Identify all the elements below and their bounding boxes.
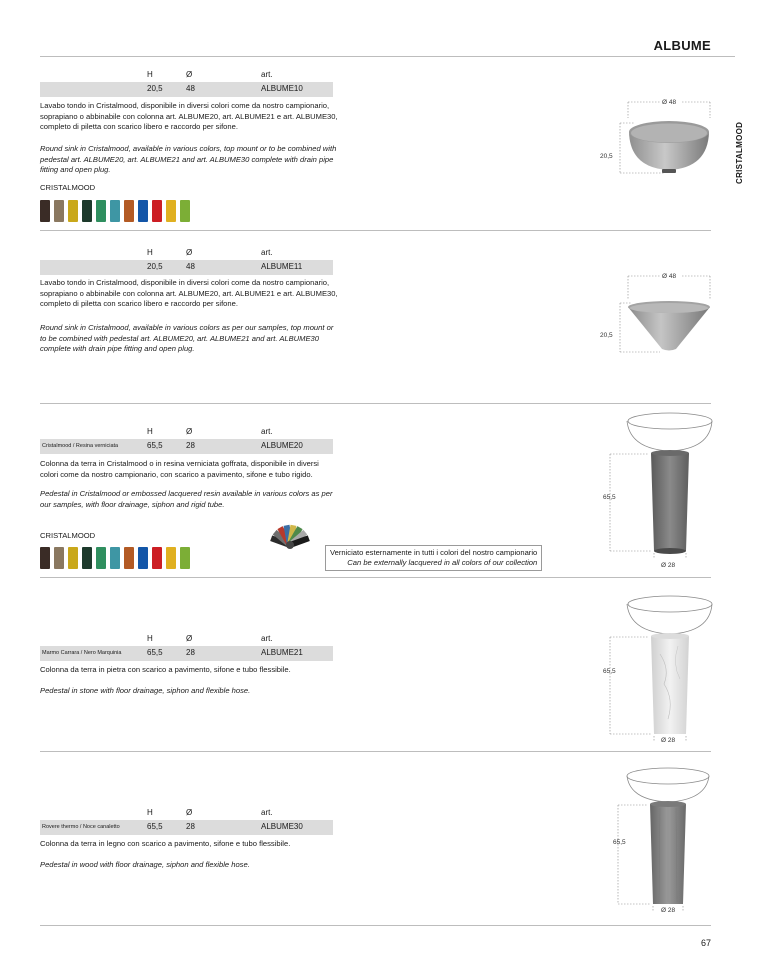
color-swatch (180, 200, 190, 222)
colors-label: CRISTALMOOD (40, 531, 96, 540)
color-swatch (166, 547, 176, 569)
color-swatch (54, 200, 64, 222)
color-swatch (152, 547, 162, 569)
color-swatch (54, 547, 64, 569)
color-swatch (110, 547, 120, 569)
dimension-height: 20,5 (600, 153, 613, 160)
spec-header (40, 246, 333, 260)
value-h: 65,5 (147, 822, 163, 831)
spec-row (40, 439, 333, 454)
description-english: Round sink in Cristalmood, available in various colors, top mount or to be combined with pedestal art. ALBUME20, art. ALBUME21 and art. ALBUME30 complete with drain pipe fitting and open plug. (40, 144, 337, 174)
col-art-header: art. (261, 248, 273, 257)
spec-row (40, 260, 333, 275)
page-number: 67 (700, 938, 711, 948)
dimension-height: 65,5 (613, 839, 626, 846)
color-swatch (96, 200, 106, 222)
sink-drawing-albume11 (590, 270, 720, 360)
side-tab-label: CRISTALMOOD (735, 121, 744, 184)
value-material: Cristalmood / Resina verniciata (42, 443, 119, 449)
value-diameter: 28 (186, 441, 195, 450)
spec-table (40, 632, 333, 661)
header-divider (40, 56, 735, 57)
spec-table (40, 68, 333, 97)
note-english: Can be externally lacquered in all colors of our collection (347, 558, 538, 567)
spec-row (40, 646, 333, 661)
value-art: ALBUME20 (261, 441, 303, 450)
col-diameter-header: Ø (186, 808, 193, 817)
sink-drawing-albume10 (590, 96, 720, 186)
color-fan-image (265, 517, 315, 567)
color-swatch (82, 547, 92, 569)
pedestal-drawing-albume30 (610, 756, 725, 921)
value-h: 65,5 (147, 648, 163, 657)
product-albume11 (40, 246, 710, 401)
col-diameter-header: Ø (186, 427, 193, 436)
color-swatch (180, 547, 190, 569)
dimension-height: 65,5 (603, 494, 616, 501)
dimension-diameter: Ø 48 (662, 99, 677, 106)
pedestal-drawing-albume20 (600, 411, 715, 561)
description-italian: Lavabo tondo in Cristalmood, disponibile in diversi colori come da nostro campionario, soprapiano o abbinabile con colonna art. ALBUME20, art. ALBUME21 e art. ALBUME30, completo di piletta con scarico libero e raccordo per sifone. (40, 278, 338, 308)
color-swatch (124, 200, 134, 222)
col-h-header: H (147, 427, 153, 436)
color-swatch (68, 547, 78, 569)
color-swatch (96, 547, 106, 569)
col-diameter-header: Ø (186, 248, 193, 257)
description-italian: Colonna da terra in pietra con scarico a pavimento, sifone e tubo flessibile. (40, 665, 291, 674)
description-italian: Lavabo tondo in Cristalmood, disponibile in diversi colori come da nostro campionario, soprapiano o abbinabile con colonna art. ALBUME20, art. ALBUME21 e art. ALBUME30, completo di piletta con scarico libero e raccordo per sifone. (40, 101, 338, 131)
color-swatch (124, 547, 134, 569)
description-italian: Colonna da terra in legno con scarico a pavimento, sifone e tubo flessibile. (40, 839, 291, 848)
col-h-header: H (147, 248, 153, 257)
spec-table (40, 425, 333, 454)
section-divider (40, 230, 711, 231)
spec-header (40, 806, 333, 820)
color-swatch (82, 200, 92, 222)
colors-label: CRISTALMOOD (40, 183, 96, 192)
color-swatches (40, 547, 190, 569)
page-title: ALBUME (653, 38, 711, 53)
value-art: ALBUME10 (261, 84, 303, 93)
color-swatch (138, 200, 148, 222)
spec-row (40, 820, 333, 835)
section-divider (40, 925, 711, 926)
product-albume30 (40, 806, 710, 921)
description-english: Pedestal in wood with floor drainage, siphon and flexible hose. (40, 860, 250, 869)
product-albume10 (40, 68, 710, 230)
spec-header (40, 68, 333, 82)
col-h-header: H (147, 70, 153, 79)
col-h-header: H (147, 634, 153, 643)
product-albume21 (40, 632, 710, 747)
value-material: Marmo Carrara / Nero Marquinia (42, 650, 122, 656)
section-divider (40, 577, 711, 578)
col-art-header: art. (261, 70, 273, 79)
spec-header (40, 425, 333, 439)
value-h: 20,5 (147, 84, 163, 93)
description-italian: Colonna da terra in Cristalmood o in resina verniciata goffrata, disponibile in diversi colori come da nostro campionario, con scarico a pavimento, sifone e tubo rigido. (40, 459, 319, 479)
section-divider (40, 403, 711, 404)
color-swatch (166, 200, 176, 222)
col-art-header: art. (261, 427, 273, 436)
dimension-diameter: Ø 28 (661, 737, 676, 744)
value-diameter: 48 (186, 84, 195, 93)
dimension-diameter: Ø 48 (662, 273, 677, 280)
spec-header (40, 632, 333, 646)
dimension-diameter: Ø 28 (661, 562, 676, 569)
value-diameter: 28 (186, 648, 195, 657)
dimension-diameter: Ø 28 (661, 907, 676, 914)
color-swatch (40, 547, 50, 569)
lacquer-note (325, 545, 542, 571)
col-art-header: art. (261, 634, 273, 643)
value-h: 20,5 (147, 262, 163, 271)
spec-table (40, 246, 333, 275)
value-art: ALBUME21 (261, 648, 303, 657)
value-diameter: 28 (186, 822, 195, 831)
value-art: ALBUME11 (261, 262, 303, 271)
dimension-height: 65,5 (603, 668, 616, 675)
color-swatch (138, 547, 148, 569)
description-english: Pedestal in stone with floor drainage, siphon and flexible hose. (40, 686, 251, 695)
color-swatch (110, 200, 120, 222)
color-swatch (152, 200, 162, 222)
description-english: Round sink in Cristalmood, available in various colors as per our samples, top mount or to be combined with pedestal art. ALBUME20, art. ALBUME21 and art. ALBUME30 complete with drain pipe fitting and open plug. (40, 323, 334, 353)
color-swatch (40, 200, 50, 222)
product-albume20 (40, 425, 710, 575)
dimension-height: 20,5 (600, 332, 613, 339)
pedestal-drawing-albume21 (600, 584, 715, 749)
value-art: ALBUME30 (261, 822, 303, 831)
col-diameter-header: Ø (186, 70, 193, 79)
col-diameter-header: Ø (186, 634, 193, 643)
section-divider (40, 751, 711, 752)
value-h: 65,5 (147, 441, 163, 450)
col-art-header: art. (261, 808, 273, 817)
spec-row (40, 82, 333, 97)
note-italian: Verniciato esternamente in tutti i colori del nostro campionario (330, 548, 538, 557)
value-diameter: 48 (186, 262, 195, 271)
col-h-header: H (147, 808, 153, 817)
description-english: Pedestal in Cristalmood or embossed lacquered resin available in various colors as per our samples, with floor drainage, siphon and rigid tube. (40, 489, 333, 509)
color-swatches (40, 200, 190, 222)
spec-table (40, 806, 333, 835)
color-swatch (68, 200, 78, 222)
value-material: Rovere thermo / Noce canaletto (42, 824, 120, 830)
